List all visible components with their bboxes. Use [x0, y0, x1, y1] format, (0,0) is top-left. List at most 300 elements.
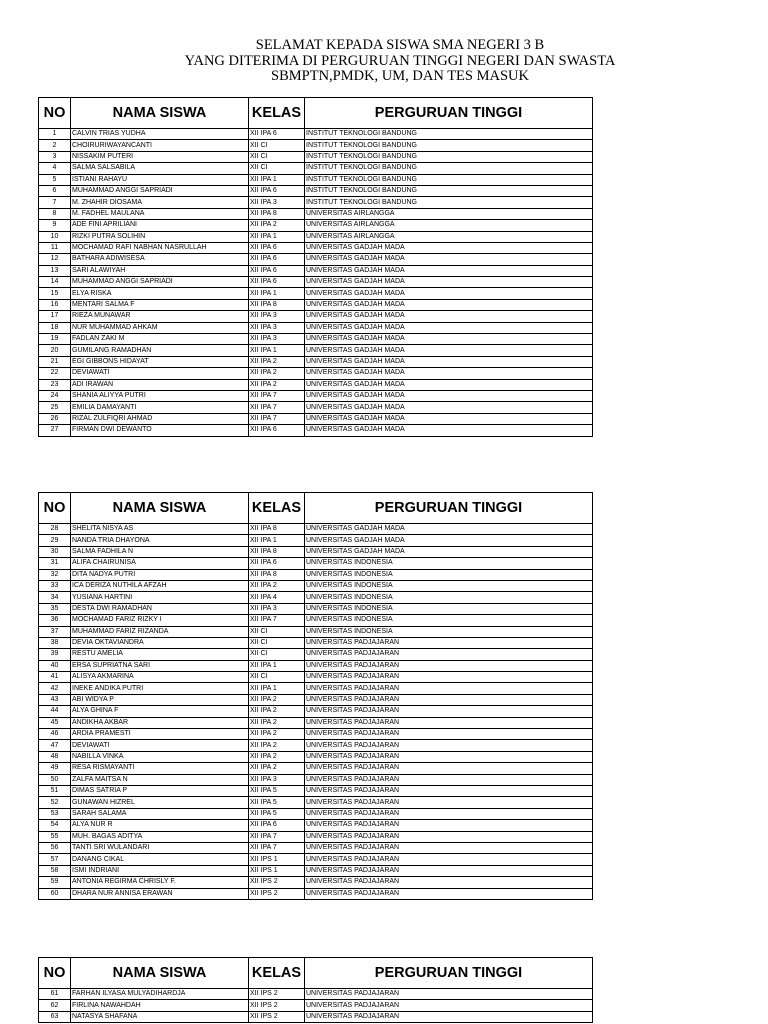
cell-no: 52: [39, 797, 71, 808]
table-row: [39, 1000, 593, 1011]
cell-nama: DEVIAWATI: [71, 368, 249, 379]
table-row: [39, 311, 593, 322]
cell-nama: ALYA GHINA F: [71, 706, 249, 717]
cell-no: 35: [39, 603, 71, 614]
cell-no: 12: [39, 254, 71, 265]
cell-kelas: XII IPA 5: [249, 785, 305, 796]
cell-kelas: XII IPA 6: [249, 242, 305, 253]
cell-no: 5: [39, 174, 71, 185]
cell-pt: UNIVERSITAS PADJAJARAN: [305, 729, 593, 740]
cell-pt: UNIVERSITAS PADJAJARAN: [305, 1011, 593, 1022]
cell-nama: ANDIKHA AKBAR: [71, 717, 249, 728]
cell-pt: UNIVERSITAS GADJAH MADA: [305, 345, 593, 356]
cell-nama: DANANG CIKAL: [71, 854, 249, 865]
table-row: [39, 163, 593, 174]
cell-nama: MUHAMMAD FARIZ RIZANDA: [71, 626, 249, 637]
cell-nama: RESA RISMAYANTI: [71, 763, 249, 774]
cell-no: 6: [39, 185, 71, 196]
cell-kelas: XII IPA 7: [249, 842, 305, 853]
table-row: [39, 637, 593, 648]
cell-kelas: XII IPA 2: [249, 706, 305, 717]
cell-no: 58: [39, 865, 71, 876]
cell-nama: NUR MUHAMMAD AHKAM: [71, 322, 249, 333]
cell-kelas: XII IPA 5: [249, 808, 305, 819]
cell-no: 33: [39, 580, 71, 591]
table-row: [39, 808, 593, 819]
cell-no: 17: [39, 311, 71, 322]
cell-kelas: XII IPA 2: [249, 379, 305, 390]
cell-pt: UNIVERSITAS PADJAJARAN: [305, 842, 593, 853]
cell-nama: ALYA NUR R: [71, 820, 249, 831]
cell-kelas: XII IPA 2: [249, 356, 305, 367]
cell-no: 30: [39, 546, 71, 557]
table-row: [39, 288, 593, 299]
table-row: [39, 546, 593, 557]
cell-pt: INSTITUT TEKNOLOGI BANDUNG: [305, 163, 593, 174]
table-row: [39, 717, 593, 728]
cell-nama: DEVIA OKTAVIANDRA: [71, 637, 249, 648]
cell-no: 3: [39, 151, 71, 162]
table-row: [39, 888, 593, 899]
cell-kelas: XII IPA 1: [249, 683, 305, 694]
cell-kelas: XII CI: [249, 626, 305, 637]
title-line-1: SELAMAT KEPADA SISWA SMA NEGERI 3 B: [255, 37, 545, 53]
cell-no: 37: [39, 626, 71, 637]
table-row: [39, 345, 593, 356]
cell-kelas: XII IPA 8: [249, 546, 305, 557]
cell-nama: RIZAL ZULFIQRI AHMAD: [71, 413, 249, 424]
cell-kelas: XII IPA 2: [249, 717, 305, 728]
cell-kelas: XII IPA 6: [249, 254, 305, 265]
cell-kelas: XII IPS 1: [249, 854, 305, 865]
table-row: [39, 174, 593, 185]
cell-nama: RESTU AMELIA: [71, 649, 249, 660]
cell-no: 61: [39, 989, 71, 1000]
cell-kelas: XII IPA 1: [249, 231, 305, 242]
cell-no: 40: [39, 660, 71, 671]
table-row: [39, 797, 593, 808]
cell-nama: MUH. BAGAS ADITYA: [71, 831, 249, 842]
table-row: [39, 151, 593, 162]
cell-pt: UNIVERSITAS PADJAJARAN: [305, 763, 593, 774]
cell-pt: UNIVERSITAS PADJAJARAN: [305, 854, 593, 865]
cell-kelas: XII IPA 1: [249, 535, 305, 546]
cell-kelas: XII IPA 8: [249, 524, 305, 535]
cell-kelas: XII IPA 1: [249, 174, 305, 185]
cell-nama: SARAH SALAMA: [71, 808, 249, 819]
cell-no: 19: [39, 334, 71, 345]
header-perguruan-tinggi: PERGURUAN TINGGI: [305, 493, 593, 524]
cell-nama: RIZKI PUTRA SOLIHIN: [71, 231, 249, 242]
cell-kelas: XII IPA 3: [249, 197, 305, 208]
cell-kelas: XII IPA 1: [249, 288, 305, 299]
cell-kelas: XII CI: [249, 637, 305, 648]
cell-no: 31: [39, 558, 71, 569]
table-row: [39, 277, 593, 288]
cell-nama: FARHAN ILYASA MULYADIHARDJA: [71, 989, 249, 1000]
table-row: [39, 603, 593, 614]
cell-nama: ISMI INDRIANI: [71, 865, 249, 876]
cell-no: 11: [39, 242, 71, 253]
header-no: NO: [39, 958, 71, 989]
table-row: [39, 524, 593, 535]
cell-pt: UNIVERSITAS AIRLANGGA: [305, 208, 593, 219]
table-row: [39, 242, 593, 253]
table-row: [39, 865, 593, 876]
cell-no: 4: [39, 163, 71, 174]
header-no: NO: [39, 98, 71, 129]
cell-no: 43: [39, 694, 71, 705]
cell-kelas: XII IPA 3: [249, 334, 305, 345]
table-row: [39, 334, 593, 345]
header-row: [39, 493, 593, 524]
cell-no: 45: [39, 717, 71, 728]
cell-nama: FADLAN ZAKI M: [71, 334, 249, 345]
cell-pt: UNIVERSITAS INDONESIA: [305, 592, 593, 603]
table-row: [39, 729, 593, 740]
table-row: [39, 1011, 593, 1022]
cell-no: 57: [39, 854, 71, 865]
cell-nama: SHELITA NISYA AS: [71, 524, 249, 535]
cell-pt: UNIVERSITAS PADJAJARAN: [305, 797, 593, 808]
cell-kelas: XII IPA 3: [249, 322, 305, 333]
table-row: [39, 580, 593, 591]
cell-pt: INSTITUT TEKNOLOGI BANDUNG: [305, 185, 593, 196]
cell-nama: ICA DERIZA NUTHILA AFZAH: [71, 580, 249, 591]
table-row: [39, 660, 593, 671]
cell-no: 20: [39, 345, 71, 356]
cell-nama: ELYA RISKA: [71, 288, 249, 299]
cell-nama: NABILLA VINKA: [71, 751, 249, 762]
cell-pt: UNIVERSITAS INDONESIA: [305, 569, 593, 580]
cell-pt: UNIVERSITAS PADJAJARAN: [305, 649, 593, 660]
table-row: [39, 989, 593, 1000]
table-row: [39, 402, 593, 413]
cell-no: 27: [39, 425, 71, 436]
cell-kelas: XII IPA 3: [249, 774, 305, 785]
cell-no: 60: [39, 888, 71, 899]
cell-nama: CALVIN TRIAS YUDHA: [71, 129, 249, 140]
cell-kelas: XII IPA 2: [249, 694, 305, 705]
cell-kelas: XII CI: [249, 151, 305, 162]
cell-pt: INSTITUT TEKNOLOGI BANDUNG: [305, 174, 593, 185]
cell-pt: UNIVERSITAS PADJAJARAN: [305, 808, 593, 819]
cell-no: 53: [39, 808, 71, 819]
table-row: [39, 390, 593, 401]
table-row: [39, 185, 593, 196]
table-row: [39, 785, 593, 796]
table-row: [39, 694, 593, 705]
cell-nama: NISSAKIM PUTERI: [71, 151, 249, 162]
header-perguruan-tinggi: PERGURUAN TINGGI: [305, 958, 593, 989]
cell-kelas: XII CI: [249, 163, 305, 174]
cell-kelas: XII IPA 7: [249, 402, 305, 413]
table-row: [39, 129, 593, 140]
cell-pt: UNIVERSITAS PADJAJARAN: [305, 740, 593, 751]
cell-nama: EMILIA DAMAYANTI: [71, 402, 249, 413]
cell-no: 48: [39, 751, 71, 762]
cell-nama: GUNAWAN HIZREL: [71, 797, 249, 808]
cell-kelas: XII IPA 6: [249, 425, 305, 436]
cell-pt: UNIVERSITAS PADJAJARAN: [305, 660, 593, 671]
cell-pt: UNIVERSITAS GADJAH MADA: [305, 413, 593, 424]
cell-no: 54: [39, 820, 71, 831]
table-row: [39, 774, 593, 785]
cell-pt: UNIVERSITAS GADJAH MADA: [305, 425, 593, 436]
cell-no: 32: [39, 569, 71, 580]
cell-no: 47: [39, 740, 71, 751]
table-row: [39, 763, 593, 774]
cell-kelas: XII CI: [249, 649, 305, 660]
cell-nama: DIMAS SATRIA P: [71, 785, 249, 796]
cell-nama: DEVIAWATI: [71, 740, 249, 751]
cell-nama: ERSA SUPRIATNA SARI: [71, 660, 249, 671]
cell-pt: UNIVERSITAS INDONESIA: [305, 558, 593, 569]
cell-pt: INSTITUT TEKNOLOGI BANDUNG: [305, 197, 593, 208]
table-row: [39, 683, 593, 694]
cell-kelas: XII IPS 2: [249, 888, 305, 899]
cell-pt: UNIVERSITAS AIRLANGGA: [305, 231, 593, 242]
student-table-2: [38, 492, 593, 900]
cell-kelas: XII IPA 5: [249, 797, 305, 808]
header-no: NO: [39, 493, 71, 524]
header-row: [39, 98, 593, 129]
cell-pt: UNIVERSITAS GADJAH MADA: [305, 254, 593, 265]
cell-nama: MOCHAMAD RAFI NABHAN NASRULLAH: [71, 242, 249, 253]
cell-nama: CHOIRURIWAYANCANTI: [71, 140, 249, 151]
cell-kelas: XII IPA 6: [249, 265, 305, 276]
cell-nama: ISTIANI RAHAYU: [71, 174, 249, 185]
cell-pt: UNIVERSITAS INDONESIA: [305, 580, 593, 591]
cell-kelas: XII IPA 6: [249, 129, 305, 140]
cell-kelas: XII IPS 2: [249, 877, 305, 888]
cell-nama: YUSIANA HARTINI: [71, 592, 249, 603]
cell-nama: ADE FINI APRILIANI: [71, 220, 249, 231]
cell-no: 14: [39, 277, 71, 288]
header-perguruan-tinggi: PERGURUAN TINGGI: [305, 98, 593, 129]
table-row: [39, 535, 593, 546]
table-row: [39, 322, 593, 333]
cell-nama: ALISYA AKMARINA: [71, 672, 249, 683]
table-row: [39, 425, 593, 436]
table-row: [39, 379, 593, 390]
cell-pt: UNIVERSITAS PADJAJARAN: [305, 1000, 593, 1011]
cell-no: 16: [39, 299, 71, 310]
cell-pt: UNIVERSITAS GADJAH MADA: [305, 546, 593, 557]
cell-pt: UNIVERSITAS PADJAJARAN: [305, 785, 593, 796]
table-row: [39, 197, 593, 208]
cell-kelas: XII CI: [249, 140, 305, 151]
cell-no: 21: [39, 356, 71, 367]
cell-nama: NANDA TRIA DHAYONA: [71, 535, 249, 546]
cell-nama: ADI IRAWAN: [71, 379, 249, 390]
header-nama-siswa: NAMA SISWA: [71, 98, 249, 129]
cell-kelas: XII IPA 7: [249, 390, 305, 401]
cell-no: 1: [39, 129, 71, 140]
cell-pt: UNIVERSITAS GADJAH MADA: [305, 265, 593, 276]
cell-pt: UNIVERSITAS PADJAJARAN: [305, 694, 593, 705]
cell-nama: BATHARA ADIWISESA: [71, 254, 249, 265]
cell-pt: UNIVERSITAS AIRLANGGA: [305, 220, 593, 231]
cell-kelas: XII IPS 1: [249, 865, 305, 876]
cell-no: 9: [39, 220, 71, 231]
table-row: [39, 299, 593, 310]
cell-nama: FIRLINA NAWAHDAH: [71, 1000, 249, 1011]
cell-nama: DHARA NUR ANNISA ERAWAN: [71, 888, 249, 899]
student-table-1: [38, 97, 593, 437]
title-line-2: YANG DITERIMA DI PERGURUAN TINGGI NEGERI DAN SWASTA: [184, 52, 616, 69]
title-line-3: SBMPTN,PMDK, UM, DAN TES MASUK: [271, 68, 529, 84]
cell-kelas: XII IPA 8: [249, 299, 305, 310]
cell-kelas: XII IPS 2: [249, 1011, 305, 1022]
cell-no: 13: [39, 265, 71, 276]
cell-pt: UNIVERSITAS PADJAJARAN: [305, 672, 593, 683]
cell-no: 56: [39, 842, 71, 853]
cell-kelas: XII IPA 1: [249, 345, 305, 356]
cell-no: 18: [39, 322, 71, 333]
cell-no: 8: [39, 208, 71, 219]
cell-no: 10: [39, 231, 71, 242]
cell-pt: UNIVERSITAS INDONESIA: [305, 615, 593, 626]
cell-pt: UNIVERSITAS INDONESIA: [305, 603, 593, 614]
header-nama-siswa: NAMA SISWA: [71, 493, 249, 524]
cell-no: 29: [39, 535, 71, 546]
cell-nama: DESTA DWI RAMADHAN: [71, 603, 249, 614]
table-row: [39, 140, 593, 151]
cell-kelas: XII IPA 2: [249, 580, 305, 591]
cell-pt: UNIVERSITAS PADJAJARAN: [305, 877, 593, 888]
cell-kelas: XII IPA 1: [249, 660, 305, 671]
cell-no: 50: [39, 774, 71, 785]
cell-no: 63: [39, 1011, 71, 1022]
cell-no: 62: [39, 1000, 71, 1011]
table-row: [39, 740, 593, 751]
cell-no: 15: [39, 288, 71, 299]
header-kelas: KELAS: [249, 958, 305, 989]
cell-pt: UNIVERSITAS PADJAJARAN: [305, 820, 593, 831]
cell-no: 25: [39, 402, 71, 413]
cell-pt: UNIVERSITAS GADJAH MADA: [305, 535, 593, 546]
cell-nama: SHANIA ALIYYA PUTRI: [71, 390, 249, 401]
cell-pt: UNIVERSITAS PADJAJARAN: [305, 683, 593, 694]
cell-pt: UNIVERSITAS PADJAJARAN: [305, 865, 593, 876]
cell-nama: ALIFA CHAIRUNISA: [71, 558, 249, 569]
cell-no: 46: [39, 729, 71, 740]
cell-kelas: XII IPA 7: [249, 413, 305, 424]
table-row: [39, 592, 593, 603]
cell-nama: SARI ALAWIYAH: [71, 265, 249, 276]
cell-kelas: XII IPA 2: [249, 368, 305, 379]
header-kelas: KELAS: [249, 98, 305, 129]
cell-nama: M. FADHEL MAULANA: [71, 208, 249, 219]
cell-nama: EGI GIBBONS HIDAYAT: [71, 356, 249, 367]
header-row: [39, 958, 593, 989]
cell-nama: GUMILANG RAMADHAN: [71, 345, 249, 356]
table-row: [39, 569, 593, 580]
header-kelas: KELAS: [249, 493, 305, 524]
cell-nama: SALMA FADHILA N: [71, 546, 249, 557]
cell-pt: UNIVERSITAS INDONESIA: [305, 626, 593, 637]
cell-no: 36: [39, 615, 71, 626]
cell-nama: RIEZA MUNAWAR: [71, 311, 249, 322]
cell-pt: UNIVERSITAS GADJAH MADA: [305, 242, 593, 253]
cell-kelas: XII IPA 6: [249, 558, 305, 569]
cell-pt: UNIVERSITAS GADJAH MADA: [305, 288, 593, 299]
table-row: [39, 558, 593, 569]
cell-nama: NATASYA SHAFANA: [71, 1011, 249, 1022]
cell-no: 59: [39, 877, 71, 888]
cell-pt: UNIVERSITAS PADJAJARAN: [305, 831, 593, 842]
table-row: [39, 820, 593, 831]
cell-kelas: XII IPS 2: [249, 1000, 305, 1011]
table-row: [39, 368, 593, 379]
cell-pt: UNIVERSITAS PADJAJARAN: [305, 637, 593, 648]
cell-nama: MOCHAMAD FARIZ RIZKY I: [71, 615, 249, 626]
student-table-3: [38, 957, 593, 1023]
cell-kelas: XII IPA 7: [249, 831, 305, 842]
cell-no: 22: [39, 368, 71, 379]
cell-kelas: XII IPA 2: [249, 220, 305, 231]
cell-nama: MUHAMMAD ANGGI SAPRIADI: [71, 185, 249, 196]
cell-no: 26: [39, 413, 71, 424]
cell-no: 44: [39, 706, 71, 717]
cell-pt: UNIVERSITAS PADJAJARAN: [305, 751, 593, 762]
cell-nama: SALMA SALSABILA: [71, 163, 249, 174]
cell-pt: UNIVERSITAS PADJAJARAN: [305, 989, 593, 1000]
cell-nama: ANTONIA REGIRMA CHRISLY F.: [71, 877, 249, 888]
cell-no: 34: [39, 592, 71, 603]
cell-no: 49: [39, 763, 71, 774]
cell-no: 41: [39, 672, 71, 683]
cell-no: 42: [39, 683, 71, 694]
table-row: [39, 831, 593, 842]
cell-pt: UNIVERSITAS GADJAH MADA: [305, 277, 593, 288]
cell-kelas: XII IPA 6: [249, 185, 305, 196]
cell-pt: UNIVERSITAS GADJAH MADA: [305, 334, 593, 345]
cell-no: 24: [39, 390, 71, 401]
cell-nama: ABI WIDYA P: [71, 694, 249, 705]
cell-kelas: XII IPA 3: [249, 603, 305, 614]
cell-pt: INSTITUT TEKNOLOGI BANDUNG: [305, 140, 593, 151]
cell-pt: UNIVERSITAS PADJAJARAN: [305, 888, 593, 899]
cell-kelas: XII CI: [249, 672, 305, 683]
cell-pt: UNIVERSITAS GADJAH MADA: [305, 390, 593, 401]
table-row: [39, 208, 593, 219]
cell-no: 39: [39, 649, 71, 660]
cell-pt: UNIVERSITAS GADJAH MADA: [305, 368, 593, 379]
cell-kelas: XII IPA 3: [249, 311, 305, 322]
cell-nama: TANTI SRI WULANDARI: [71, 842, 249, 853]
cell-kelas: XII IPA 4: [249, 592, 305, 603]
table-row: [39, 626, 593, 637]
cell-no: 7: [39, 197, 71, 208]
cell-pt: INSTITUT TEKNOLOGI BANDUNG: [305, 129, 593, 140]
cell-nama: INEKE ANDIKA PUTRI: [71, 683, 249, 694]
cell-pt: UNIVERSITAS GADJAH MADA: [305, 524, 593, 535]
cell-nama: ZALFA MAITSA N: [71, 774, 249, 785]
header-nama-siswa: NAMA SISWA: [71, 958, 249, 989]
cell-kelas: XII IPA 8: [249, 208, 305, 219]
cell-no: 28: [39, 524, 71, 535]
cell-nama: FIRMAN DWI DEWANTO: [71, 425, 249, 436]
cell-kelas: XII IPA 2: [249, 763, 305, 774]
cell-pt: UNIVERSITAS PADJAJARAN: [305, 774, 593, 785]
cell-kelas: XII IPA 2: [249, 751, 305, 762]
cell-kelas: XII IPS 2: [249, 989, 305, 1000]
table-row: [39, 356, 593, 367]
cell-kelas: XII IPA 2: [249, 740, 305, 751]
table-row: [39, 854, 593, 865]
